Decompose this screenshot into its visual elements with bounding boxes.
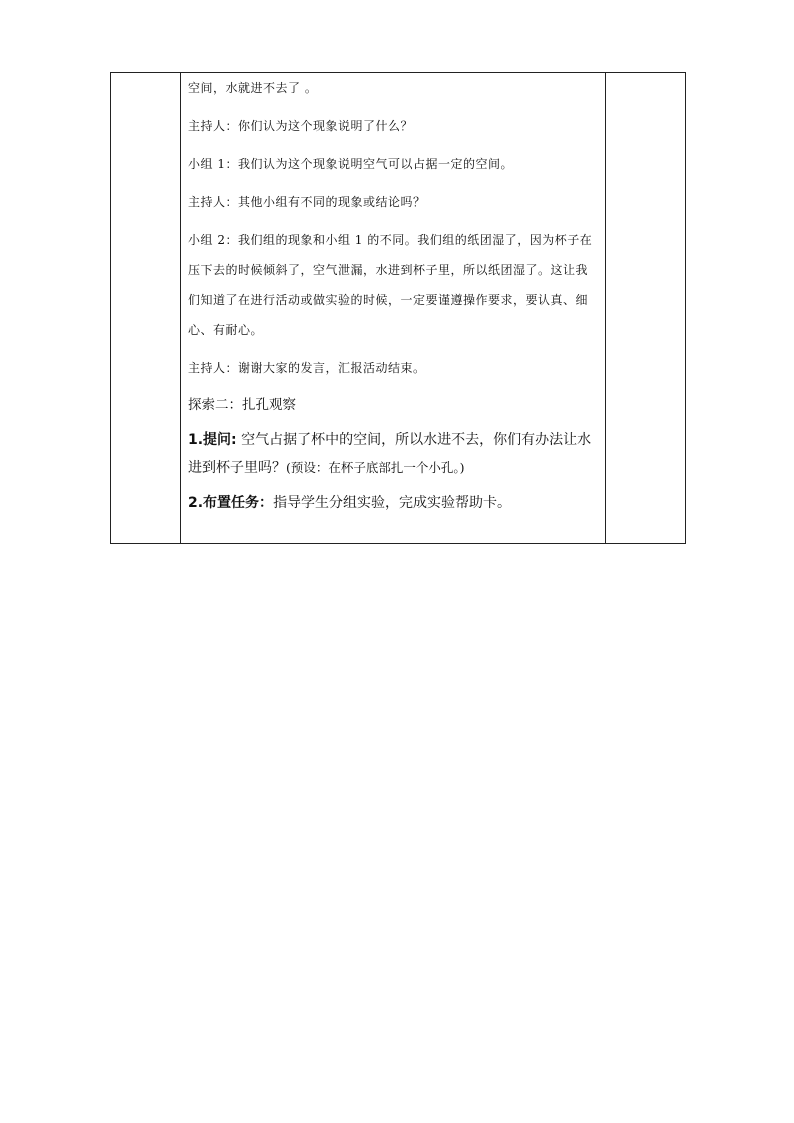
content-block (181, 73, 605, 517)
group1-answer: 小组 1：我们认为这个现象说明空气可以占据一定的空间。 (188, 157, 513, 171)
table-row (111, 73, 686, 544)
lesson-plan-table (110, 72, 686, 544)
question-preset: (预设：在杯子底部扎一个小孔。) (286, 460, 465, 475)
host-question: 主持人：你们认为这个现象说明了什么？ (188, 119, 414, 133)
content-cell (181, 73, 606, 544)
right-cell (606, 73, 686, 544)
question-label: 1.提问: (188, 432, 237, 448)
host-followup: 主持人：其他小组有不同的现象或结论吗？ (188, 195, 426, 209)
continued-line: 空间，水就进不去了 。 (188, 81, 318, 95)
host-closing: 主持人：谢谢大家的发言，汇报活动结束。 (188, 361, 426, 375)
question-text: 空气占据了杯中的空间，所以水进不去，你们有办法让水进到杯子里吗？ (188, 432, 592, 476)
explore-title: 探索二：扎孔观察 (188, 397, 296, 413)
task-paragraph (188, 489, 599, 517)
group2-answer: 小组 2：我们组的现象和小组 1 的不同。我们组的纸团湿了，因为杯子在压下去的时候倾斜了，空气泄漏，水进到杯子里，所以纸团湿了。这让我们知道了在进行活动或做实验的时候，一定要谨遵操作要求，要认真、细心、有耐心。 (188, 233, 593, 337)
task-text: 指导学生分组实验，完成实验帮助卡。 (273, 495, 512, 511)
left-cell (111, 73, 181, 544)
task-label: 2.布置任务： (188, 495, 274, 511)
question-paragraph (188, 426, 599, 482)
